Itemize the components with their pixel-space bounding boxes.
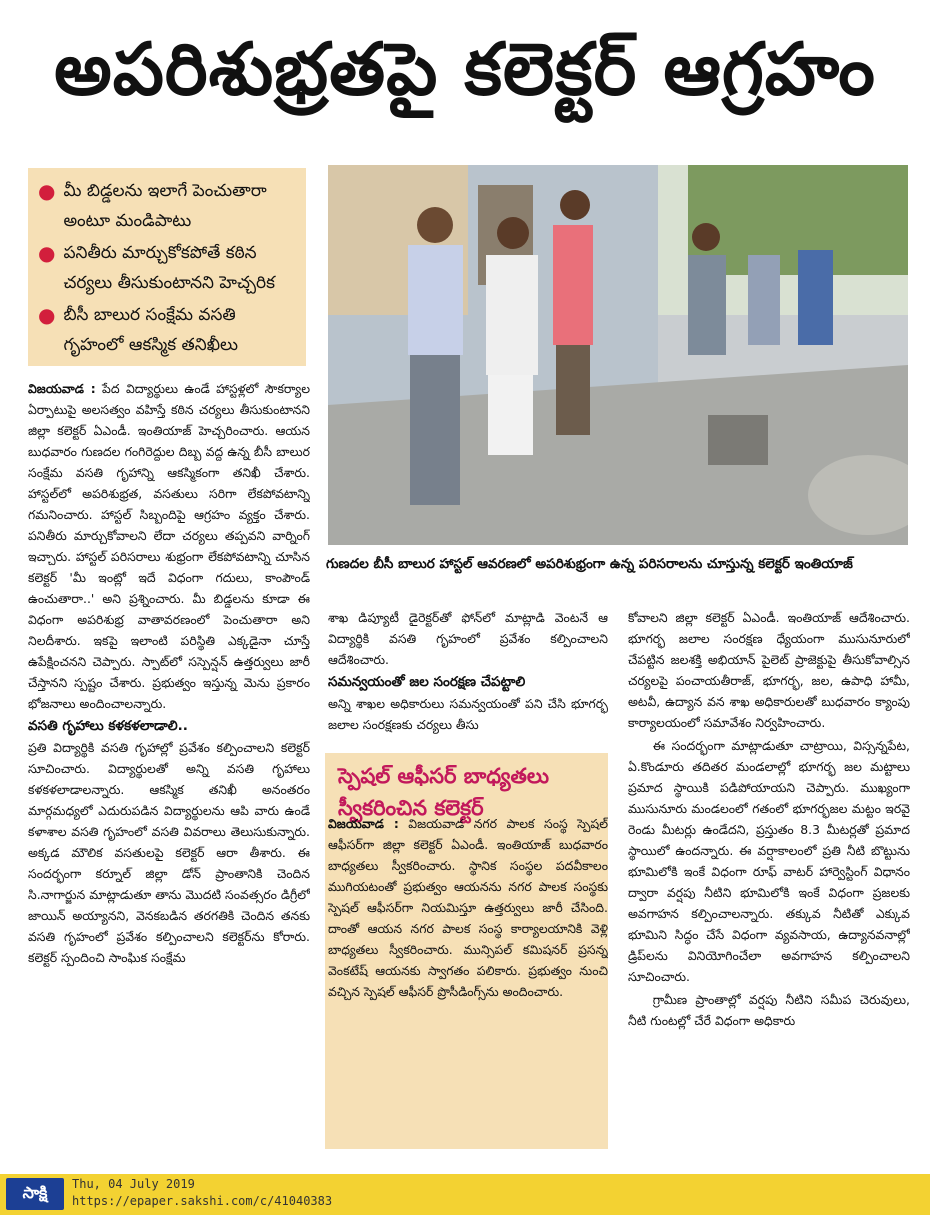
highlight-item [38,176,296,236]
highlight-item [38,300,296,360]
paragraph-text: విజయవాడ నగర పాలక సంస్థ స్పెషల్ ఆఫీసర్‌గా జిల్లా కలెక్టర్ ఏఎండీ. ఇంతియాజ్ బుధవారం బాధ్యతలు స్వీకరించారు. స్థానిక సంస్థల పదవీకాలం ముగియటంతో ప్రభుత్వం ఆయనను నగర పాలక సంస్థకు స్పెషల్ ఆఫీసర్‌గా నియమిస్తూ ఉత్తర్వులు జారీ చేసింది. దాంతో ఆయన నగర పాలక సంస్థ కార్యాలయానికి వెళ్లి బాధ్యతలు స్వీకరించారు. మున్సిపల్ కమిషనర్ ప్రసన్న వెంకటేష్ ఆయనకు స్వాగతం పలికారు. ప్రభుత్వం నుంచి వచ్చిన స్పెషల్ ఆఫీసర్ ప్రొసీడింగ్స్‌ను అందించారు. [328,816,608,999]
article-paragraph [28,378,310,714]
photo-caption: గుణదల బీసీ బాలుర హాస్టల్ ఆవరణలో అపరిశుభ్రంగా ఉన్న పరిసరాలను చూస్తున్న కలెక్టర్ ఇంతియాజ్ [326,556,853,572]
edition-date: Thu, 04 July 2019 [72,1177,195,1191]
special-article [328,813,608,1153]
highlight-item [38,238,296,298]
headline: అపరిశుభ్రతపై కలెక్టర్ ఆగ్రహం [54,27,876,111]
bullet-icon: ● [38,241,56,265]
article-paragraph: ప్రతి విద్యార్థికి వసతి గృహాల్లో ప్రవేశం కల్పించాలని కలెక్టర్ సూచించారు. విద్యార్థులతో అన్ని వసతి గృహాలు కళకళలాడాలన్నారు. ఆకస్మిక తనిఖీ అనంతరం మార్గమధ్యలో ఎదురుపడిన విద్యార్థులను ఆపి వారు ఉండే కళాశాల వసతి గృహంలో వసతి వివరాలు తెలుసుకున్నారు. అక్కడ మౌలిక వసతులపై కలెక్టర్ ఆరా తీశారు. ఈ సందర్భంగా కర్నూల్ జిల్లా డోన్ ప్రాంతానికి చెందిన సి.నాగార్జున మాట్లాడుతూ తాను మొదటి సంవత్సరం డిగ్రీలో జాయిన్ అయ్యానని, వెనకబడిన తరగతికి చెందిన తనకు వసతి గృహంలో ప్రవేశం కల్పించాలని కలెక్టర్‌ను కోరారు. కలెక్టర్ స్పందించి సాంఘిక సంక్షేమ [28,740,310,965]
sakshi-logo[interactable]: సాక్షి [6,1178,64,1210]
highlight-text: మీ బిడ్డలను ఇలాగే పెంచుతారా అంటూ మండిపాటు [63,181,267,231]
article-paragraph [328,813,608,1002]
paragraph-text: పేద విద్యార్థులు ఉండే హాస్టళ్లలో సౌకర్యాల ఏర్పాటుపై అలసత్వం వహిస్తే కఠిన చర్యలు తీసుకుంటానని జిల్లా కలెక్టర్ ఏఎండీ. ఇంతియాజ్ హెచ్చరించారు. ఆయన బుధవారం గుణదల గంగిరెద్దుల దిబ్బ వద్ద ఉన్న బీసీ బాలుర సంక్షేమ వసతి గృహాన్ని ఆకస్మికంగా తనిఖీ చేశారు. హాస్టల్‌లో అపరిశుభ్రత, వసతులు సరిగా లేకపోవటాన్ని గమనించారు. హాస్టల్ సిబ్బందిపై ఆగ్రహం వ్యక్తం చేశారు. పనితీరు మార్చుకోవాలని లేదా చర్యలు తప్పవని వార్నింగ్ ఇచ్చారు. హాస్టల్ పరిసరాలు శుభ్రంగా లేకపోవటాన్ని చూసిన కలెక్టర్ 'మీ ఇంట్లో ఇదే విధంగా గదులు, కాంపౌండ్ ఉంచుతారా..' అని ప్రశ్నించారు. మీ బిడ్డలను కూడా ఈ విధంగా అపరిశుభ్ర వాతావరణంలో పెంచుతారా అని నిలదీశారు. ఇకపై ఇలాంటి పరిస్థితి ఎక్కడైనా చూస్తే ఉపేక్షించనని చెప్పారు. స్పాట్‌లో సస్పెన్షన్ ఉత్తర్వులు జారీ చేస్తానని స్పష్టం చేశారు. ప్రభుత్వం ఇస్తున్న మెను ప్రకారం భోజనాలు అందించాలన్నారు. [28,381,310,711]
epaper-link[interactable]: https://epaper.sakshi.com/c/41040383 [72,1194,333,1208]
highlight-text: బీసీ బాలుర సంక్షేమ వసతి గృహంలో ఆకస్మిక తనిఖీలు [63,305,238,355]
article-column-2 [328,607,608,747]
highlight-text: పనితీరు మార్చుకోకపోతే కఠిన చర్యలు తీసుకుంటానని హెచ్చరిక [63,243,275,293]
highlights-box [28,168,306,366]
dateline: విజయవాడ : [328,816,399,831]
subheading: సమన్వయంతో జల సంరక్షణ చేపట్టాలి [328,674,526,690]
article-paragraph: ఈ సందర్భంగా మాట్లాడుతూ చాట్రాయి, విస్సన్నపేట, ఏ.కొండూరు తదితర మండలాల్లో భూగర్భ జల మట్టాలు ప్రమాద స్థాయికి పడిపోయాయని చెప్పారు. ముఖ్యంగా ముసునూరు మండలంలో గతంలో భూగర్భజల మట్టం ఇరవై రెండు మీటర్లు ఉండేదని, ప్రస్తుతం 8.3 మీటర్లతో ప్రమాద స్థాయిలో ఉందన్నారు. ఈ వర్షాకాలంలో ప్రతి నీటి బొట్టును భూమిలోకి ఇంకే విధంగా రూఫ్ వాటర్ హార్వెస్టింగ్ విధానం ద్వారా వర్షపు నీటిని భూమిలోకి ఇంకే విధంగా ప్రజలకు అవగాహన కల్పించాలన్నారు. తక్కువ నీటితో ఎక్కువ భూమిని సిద్ధం చేసే విధంగా వ్యవసాయ, ఉద్యానవనాల్లో డ్రిప్‌లను వినియోగించేలా అవగాహన కల్పించాలని సూచించారు. [628,738,910,984]
special-title: స్పెషల్ ఆఫీసర్ బాధ్యతలు స్వీకరించిన కలెక్టర్ [338,764,550,820]
article-column-3 [628,607,910,1153]
photo-illustration [328,165,908,545]
article-paragraph: శాఖ డిప్యూటీ డైరెక్టర్‌తో ఫోన్‌లో మాట్లాడి వెంటనే ఆ విద్యార్థికి వసతి గృహంలో ప్రవేశం కల్పించాలని ఆదేశించారు. [328,610,608,667]
news-photo [328,165,908,545]
dateline: విజయవాడ : [28,381,96,396]
subheading: వసతి గృహాలు కళకళలాడాలి.. [28,718,188,734]
article-paragraph: అన్ని శాఖల అధికారులు సమన్వయంతో పని చేసి భూగర్భ జలాల సంరక్షణకు చర్యలు తీసు [328,696,608,732]
bullet-icon: ● [38,303,56,327]
article-column-1 [28,378,310,1150]
article-paragraph: గ్రామీణ ప్రాంతాల్లో వర్షపు నీటిని సమీప చెరువులు, నీటి గుంటల్లో చేరే విధంగా అధికారు [628,992,910,1028]
article-paragraph: కోవాలని జిల్లా కలెక్టర్ ఏఎండీ. ఇంతియాజ్ ఆదేశించారు. భూగర్భ జలాల సంరక్షణ ధ్యేయంగా ముసునూరులో చేపట్టిన జలశక్తి అభియాన్ పైలెట్ ప్రాజెక్టుపై తీసుకోవాల్సిన చర్యలపై పంచాయతీరాజ్, భూగర్భ, జల, ఉపాధి హామీ, అటవీ, ఉద్యాన వన శాఖ అధికారులతో బుధవారం క్యాంపు కార్యాలయంలో సమావేశం నిర్వహించారు. [628,610,910,730]
bullet-icon: ● [38,179,56,203]
